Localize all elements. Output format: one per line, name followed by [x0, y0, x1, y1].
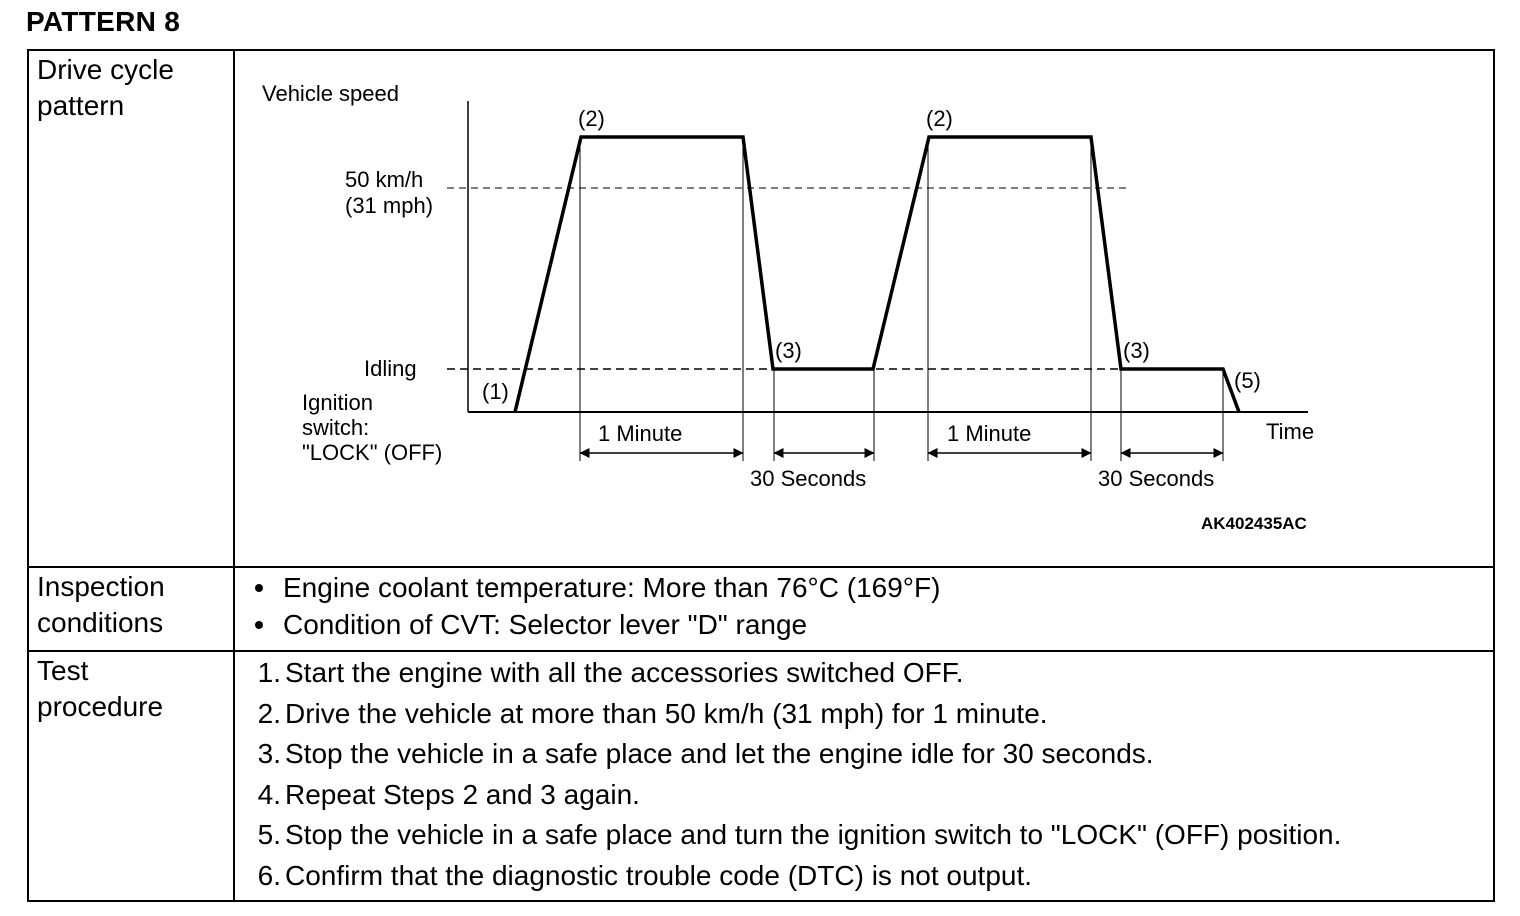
- label-line: Inspection: [37, 571, 165, 602]
- point-label-2: (2): [926, 106, 953, 131]
- point-label-1: (1): [482, 379, 509, 404]
- point-label-3: (3): [1123, 338, 1150, 363]
- label-line: procedure: [37, 691, 164, 722]
- step-number: 3.: [257, 738, 281, 769]
- point-label-3: (3): [775, 338, 802, 363]
- test-procedure-row: [29, 652, 1493, 900]
- list-item: [235, 856, 1493, 897]
- inspection-conditions-row: [29, 568, 1493, 652]
- drive-cycle-row: [29, 51, 1493, 568]
- test-procedure-steps: [235, 653, 1493, 896]
- drive-cycle-figure-cell: [235, 51, 1493, 566]
- list-item: Condition of CVT: Selector lever "D" range: [235, 606, 1493, 643]
- step-text: Drive the vehicle at more than 50 km/h (31 mph) for 1 minute.: [285, 697, 1048, 729]
- minute-label: 1 Minute: [947, 421, 1032, 446]
- page-title: PATTERN 8: [26, 6, 181, 37]
- ignition-label: Ignition: [302, 390, 373, 415]
- list-item: [235, 815, 1493, 856]
- list-item: [235, 734, 1493, 775]
- drive-cycle-diagram: [235, 51, 1493, 566]
- label-line: conditions: [37, 607, 164, 638]
- vehicle-speed-label: Vehicle speed: [262, 81, 399, 106]
- step-number: 5.: [257, 819, 281, 850]
- step-number: 1.: [257, 657, 281, 688]
- label-line: Drive cycle: [37, 54, 174, 85]
- drive-cycle-label: [29, 51, 235, 566]
- point-label-2: (2): [578, 106, 605, 131]
- ignition-label: switch:: [302, 415, 370, 440]
- inspection-conditions-list: [235, 569, 1493, 643]
- list-item: [235, 775, 1493, 816]
- step-number: 4.: [257, 778, 281, 810]
- list-item: [235, 694, 1493, 735]
- idling-label: Idling: [364, 356, 417, 381]
- test-procedure-label: [29, 652, 235, 900]
- time-axis-label: Time: [1266, 419, 1315, 444]
- speed-profile-line: [515, 137, 1239, 412]
- seconds-label: 30 Seconds: [1098, 466, 1215, 491]
- minute-label: 1 Minute: [598, 421, 683, 446]
- step-text: Repeat Steps 2 and 3 again.: [285, 778, 640, 810]
- step-number: 6.: [257, 859, 281, 891]
- step-number: 2.: [257, 697, 281, 729]
- inspection-conditions-cell: [235, 568, 1493, 650]
- ignition-label: "LOCK" (OFF): [302, 440, 443, 465]
- pattern-table: [27, 49, 1495, 902]
- test-procedure-cell: [235, 652, 1493, 900]
- speed-value-label: 50 km/h: [345, 167, 424, 192]
- list-item: [235, 653, 1493, 694]
- point-label-5: (5): [1234, 368, 1261, 393]
- label-line: Test: [37, 655, 89, 686]
- figure-code: AK402435AC: [1201, 514, 1307, 533]
- label-line: pattern: [37, 90, 125, 121]
- inspection-conditions-label: [29, 568, 235, 650]
- speed-value-label: (31 mph): [345, 193, 434, 218]
- step-text: Stop the vehicle in a safe place and let the engine idle for 30 seconds.: [285, 738, 1154, 769]
- step-text: Confirm that the diagnostic trouble code (DTC) is not output.: [285, 859, 1033, 891]
- step-text: Start the engine with all the accessories switched OFF.: [285, 657, 964, 688]
- list-item: Engine coolant temperature: More than 76°C (169°F): [235, 569, 1493, 606]
- seconds-label: 30 Seconds: [750, 466, 867, 491]
- step-text: Stop the vehicle in a safe place and turn the ignition switch to "LOCK" (OFF) position.: [285, 819, 1342, 850]
